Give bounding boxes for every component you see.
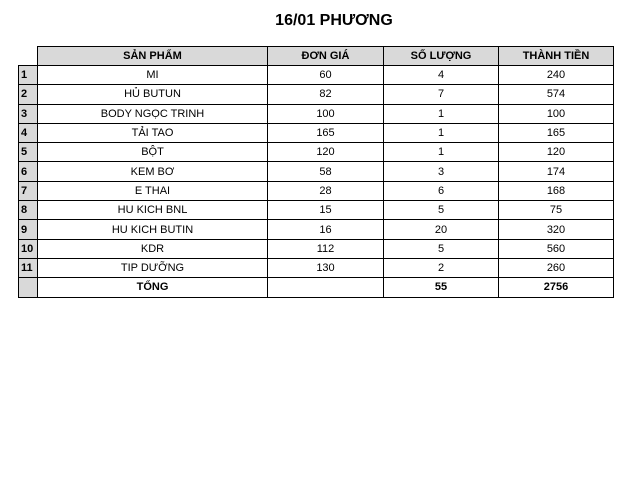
quantity-cell: 1 xyxy=(384,104,499,123)
line-total-cell: 560 xyxy=(499,239,614,258)
line-total-cell: 120 xyxy=(499,143,614,162)
quantity-cell: 4 xyxy=(384,66,499,85)
table-row xyxy=(19,181,614,200)
line-total-cell: 574 xyxy=(499,85,614,104)
price-cell: 28 xyxy=(268,181,384,200)
line-total-cell: 240 xyxy=(499,66,614,85)
price-cell: 58 xyxy=(268,162,384,181)
column-header-price: ĐƠN GIÁ xyxy=(268,47,384,66)
quantity-cell: 3 xyxy=(384,162,499,181)
header-row xyxy=(19,47,614,66)
row-number-cell xyxy=(19,278,38,297)
price-cell: 120 xyxy=(268,143,384,162)
grand-total-cell: 2756 xyxy=(499,278,614,297)
row-number-cell: 5 xyxy=(19,143,38,162)
total-quantity-cell: 55 xyxy=(384,278,499,297)
product-cell: HU KICH BUTIN xyxy=(38,220,268,239)
price-cell: 130 xyxy=(268,258,384,277)
product-cell: KDR xyxy=(38,239,268,258)
column-header-total: THÀNH TIỀN xyxy=(499,47,614,66)
table-row xyxy=(19,201,614,220)
product-cell: BỘT xyxy=(38,143,268,162)
row-number-cell: 4 xyxy=(19,123,38,142)
line-total-cell: 320 xyxy=(499,220,614,239)
product-cell: BODY NGỌC TRINH xyxy=(38,104,268,123)
line-total-cell: 168 xyxy=(499,181,614,200)
table-row xyxy=(19,123,614,142)
line-total-cell: 260 xyxy=(499,258,614,277)
page-title: 16/01 PHƯƠNG xyxy=(275,12,393,29)
column-header-quantity: SỐ LƯỢNG xyxy=(384,47,499,66)
line-total-cell: 174 xyxy=(499,162,614,181)
total-label-cell: TỔNG xyxy=(38,278,268,297)
row-number-cell: 3 xyxy=(19,104,38,123)
row-number-cell: 10 xyxy=(19,239,38,258)
table-row xyxy=(19,104,614,123)
quantity-cell: 20 xyxy=(384,220,499,239)
total-row xyxy=(19,278,614,297)
table-row xyxy=(19,220,614,239)
quantity-cell: 5 xyxy=(384,239,499,258)
price-cell: 15 xyxy=(268,201,384,220)
row-number-cell: 7 xyxy=(19,181,38,200)
quantity-cell: 1 xyxy=(384,143,499,162)
product-cell: MI xyxy=(38,66,268,85)
table-row xyxy=(19,239,614,258)
quantity-cell: 1 xyxy=(384,123,499,142)
product-cell: HỦ BUTUN xyxy=(38,85,268,104)
row-number-cell: 1 xyxy=(19,66,38,85)
table-row xyxy=(19,258,614,277)
line-total-cell: 75 xyxy=(499,201,614,220)
product-cell: HU KICH BNL xyxy=(38,201,268,220)
row-number-cell: 6 xyxy=(19,162,38,181)
product-cell: E THAI xyxy=(38,181,268,200)
price-cell: 60 xyxy=(268,66,384,85)
product-cell: TẢI TAO xyxy=(38,123,268,142)
row-number-cell: 2 xyxy=(19,85,38,104)
price-cell: 100 xyxy=(268,104,384,123)
line-total-cell: 100 xyxy=(499,104,614,123)
column-header-product: SẢN PHẨM xyxy=(38,47,268,66)
table-row xyxy=(19,162,614,181)
table-row xyxy=(19,85,614,104)
quantity-cell: 6 xyxy=(384,181,499,200)
corner-cell xyxy=(19,47,38,66)
line-total-cell: 165 xyxy=(499,123,614,142)
price-cell: 16 xyxy=(268,220,384,239)
total-price-cell xyxy=(268,278,384,297)
table-row xyxy=(19,66,614,85)
row-number-cell: 11 xyxy=(19,258,38,277)
price-cell: 82 xyxy=(268,85,384,104)
table-row xyxy=(19,143,614,162)
price-cell: 112 xyxy=(268,239,384,258)
table-body xyxy=(19,66,614,298)
price-cell: 165 xyxy=(268,123,384,142)
quantity-cell: 5 xyxy=(384,201,499,220)
quantity-cell: 7 xyxy=(384,85,499,104)
row-number-cell: 8 xyxy=(19,201,38,220)
product-cell: TIP DƯỠNG xyxy=(38,258,268,277)
invoice-table xyxy=(18,46,614,298)
product-cell: KEM BƠ xyxy=(38,162,268,181)
row-number-cell: 9 xyxy=(19,220,38,239)
quantity-cell: 2 xyxy=(384,258,499,277)
